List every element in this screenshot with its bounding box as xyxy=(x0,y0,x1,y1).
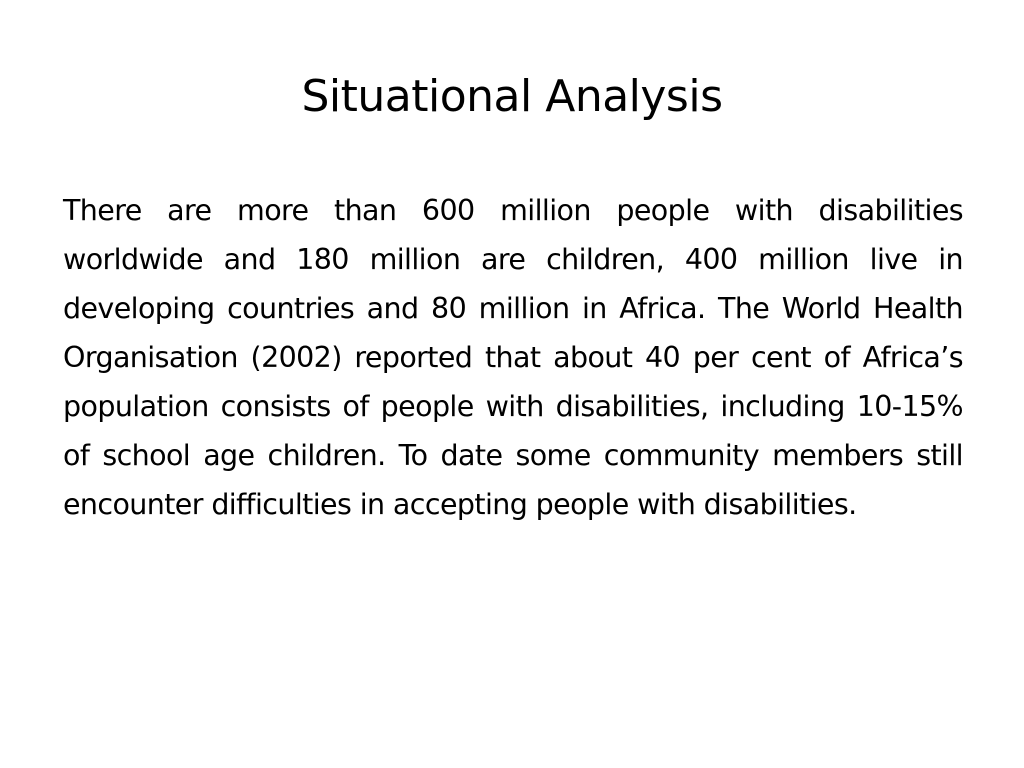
slide-body-text: There are more than 600 million people with disabilities worldwide and 180 million are children, 400 million live in developing countries and 80 million in Africa. The World Health Organisation (2002) reported that about 40 per cent of Africa’s population consists of people with disabilities, including 10-15% of school age children. To date some community members still encounter difficulties in accepting people with disabilities. xyxy=(63,194,963,521)
slide-title: Situational Analysis xyxy=(301,71,723,122)
